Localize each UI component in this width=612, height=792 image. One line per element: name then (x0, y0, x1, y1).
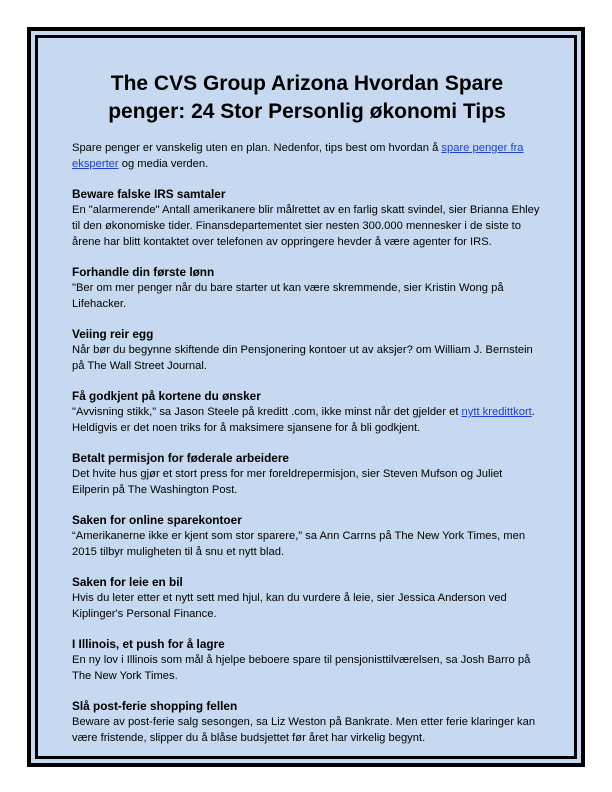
nytt-kredittkort-link[interactable]: nytt kredittkort (461, 406, 532, 418)
section-shopping (72, 698, 542, 746)
section-heading: Forhandle din første lønn (72, 265, 215, 279)
section-text: En "alarmerende" Antall amerikanere blir målrettet av en farlig skatt svindel, sier Brianna Ehley til den økonomiske tider. Finansdepartementet sier nesten 300.000 mennesker i de siste to årene har blitt kontaktet over telefonen av oppringere hevder å være agenter for IRS. (72, 204, 540, 248)
section-text (72, 404, 542, 436)
border-left-outer (27, 27, 31, 767)
section-car (72, 574, 542, 622)
section-illinois (72, 636, 542, 684)
section-text: En ny lov i Illinois som mål å hjelpe beboere spare til pensjonisttilværelsen, sa Josh Barro på The New York Times. (72, 654, 531, 682)
border-right-inner (574, 35, 577, 759)
border-bottom-outer (27, 763, 585, 767)
article (72, 70, 542, 760)
section-heading: Beware falske IRS samtaler (72, 187, 226, 201)
section-text: "Ber om mer penger når du bare starter ut kan være skremmende, sier Kristin Wong på Lifehacker. (72, 282, 504, 310)
section-cards (72, 388, 542, 436)
section-heading: Få godkjent på kortene du ønsker (72, 389, 261, 403)
section-nest-egg (72, 326, 542, 374)
section-leave (72, 450, 542, 498)
intro-paragraph (72, 140, 542, 172)
section-heading: Saken for leie en bil (72, 575, 183, 589)
section-text: Hvis du leter etter et nytt sett med hjul, kan du vurdere å leie, sier Jessica Anderson ved Kiplinger's Personal Finance. (72, 592, 507, 620)
cards-text-after: . Heldigvis er det noen triks for å maksimere sjansene for å bli godkjent. (72, 406, 535, 434)
section-irs (72, 186, 542, 250)
spare-penger-link[interactable]: spare penger fra eksperter (72, 142, 524, 170)
intro-text-before: Spare penger er vanskelig uten en plan. Nedenfor, tips best om hvordan å (72, 142, 442, 154)
cards-text-before: "Avvisning stikk," sa Jason Steele på kreditt .com, ikke minst når det gjelder et (72, 406, 462, 418)
section-savings (72, 512, 542, 560)
section-heading: Saken for online sparekontoer (72, 513, 242, 527)
border-top-inner (35, 35, 577, 38)
section-text: “Amerikanerne ikke er kjent som stor sparere,” sa Ann Carrns på The New York Times, men 2015 tilbyr muligheten til å snu et nytt blad. (72, 530, 526, 558)
border-right-outer (581, 27, 585, 767)
section-heading: Veiing reir egg (72, 327, 154, 341)
intro-text-after: og media verden. (118, 158, 209, 170)
section-heading: Betalt permisjon for føderale arbeidere (72, 451, 289, 465)
border-top-outer (27, 27, 585, 31)
section-text: Det hvite hus gjør et stort press for mer foreldrepermisjon, sier Steven Mufson og Juliet Eilperin på The Washington Post. (72, 468, 503, 496)
section-text: Beware av post-ferie salg sesongen, sa Liz Weston på Bankrate. Men etter ferie klaringer kan være fristende, slipper du å blåse budsjettet før året har virkelig begynt. (72, 716, 536, 744)
section-heading: Slå post-ferie shopping fellen (72, 699, 238, 713)
section-heading: I Illinois, et push for å lagre (72, 637, 225, 651)
section-text: Når bør du begynne skiftende din Pensjonering kontoer ut av aksjer? om William J. Bernstein på The Wall Street Journal. (72, 344, 533, 372)
section-salary (72, 264, 542, 312)
border-left-inner (35, 35, 38, 759)
page-title: The CVS Group Arizona Hvordan Spare penger: 24 Stor Personlig økonomi Tips (108, 72, 506, 123)
